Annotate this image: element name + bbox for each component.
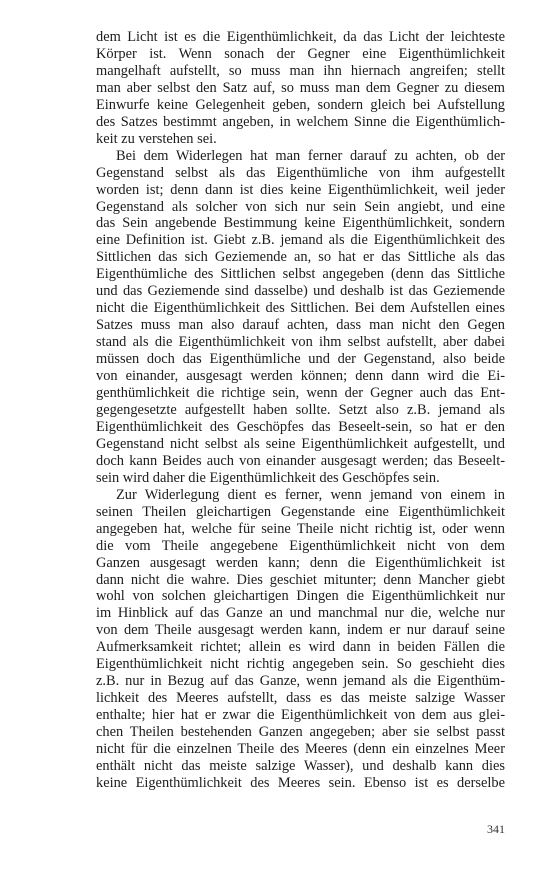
text-line: Satzes muss man also darauf achten, dass man nicht den Gegen xyxy=(96,317,505,334)
paragraph-1 xyxy=(96,29,505,148)
text-line: müssen doch das Eigenthümliche und der Gegenstand, also beide xyxy=(96,351,505,368)
text-line: von einander, ausgesagt werden können; denn dann wird die Ei- xyxy=(96,368,505,385)
text-line: des Satzes bestimmt angeben, in welchem Sinne die Eigenthümlich- xyxy=(96,113,505,130)
text-line: eine Definition ist. Giebt z.B. jemand als die Eigenthümlichkeit des xyxy=(96,232,505,249)
text-line: Gegenstand selbst als das Eigenthümliche von ihm aufgestellt xyxy=(96,164,505,181)
text-line: worden ist; denn dann ist dies keine Eigenthümlichkeit, weil jeder xyxy=(96,181,505,198)
paragraph-3 xyxy=(96,487,505,792)
text-line: chen Theilen bestehenden Ganzen angegeben; aber sie selbst passt xyxy=(96,724,505,741)
text-line: nicht die Eigenthümlichkeit des Sittlichen. Bei dem Aufstellen eines xyxy=(96,300,505,317)
text-line: Sittlichen das sich Geziemende an, so hat er das Sittliche als das xyxy=(96,249,505,266)
text-line: genthümlichkeit die richtige sein, wenn der Gegner auch das Ent- xyxy=(96,385,505,402)
text-line: Eigenthümlichkeit des Geschöpfes das Beseelt-sein, so hat er den xyxy=(96,418,505,435)
text-line: doch kann Beides auch von einander ausgesagt werden; das Beseelt- xyxy=(96,452,505,469)
text-line: mangelhaft aufstellt, so muss man ihn hiernach angreifen; stellt xyxy=(96,62,505,79)
text-line: Eigenthümliche des Sittlichen selbst angegeben (denn das Sittliche xyxy=(96,266,505,283)
text-line: keit zu verstehen sei. xyxy=(96,130,217,147)
text-line: Aufmerksamkeit richtet; allein es wird dann in beiden Fällen die xyxy=(96,639,505,656)
text-line: wohl von solchen gleichartigen Dingen die Eigenthümlichkeit nur xyxy=(96,588,505,605)
text-line: Bei dem Widerlegen hat man ferner darauf zu achten, ob der xyxy=(116,147,505,164)
text-line: Ganzen ausgesagt werden kann; denn die Eigenthümlichkeit ist xyxy=(96,554,505,571)
text-line: Körper ist. Wenn sonach der Gegner eine Eigenthümlichkeit xyxy=(96,45,505,62)
text-line: die vom Theile angegebene Eigenthümlichkeit nicht von dem xyxy=(96,537,505,554)
text-line: Einwurfe keine Gelegenheit geben, sondern gleich bei Aufstellung xyxy=(96,96,505,113)
text-line: Eigenthümlichkeit nicht richtig angegeben sein. So geschieht dies xyxy=(96,656,505,673)
page-body xyxy=(96,29,505,792)
text-line: dann nicht die wahre. Dies geschiet mitunter; denn Mancher giebt xyxy=(96,571,505,588)
text-line: sein wird daher die Eigenthümlichkeit des Geschöpfes sein. xyxy=(96,469,440,486)
text-line: dem Licht ist es die Eigenthümlichkeit, da das Licht der leichteste xyxy=(96,29,505,45)
text-line: seinen Theilen gleichartigen Gegenstande eine Eigenthümlichkeit xyxy=(96,503,505,520)
text-line: Zur Widerlegung dient es ferner, wenn jemand von einem in xyxy=(116,486,505,503)
text-line: z.B. nur in Bezug auf das Ganze, wenn jemand als die Eigenthüm- xyxy=(96,673,505,690)
text-line: lichkeit des Meeres aufstellt, dass es das meiste salzige Wasser xyxy=(96,690,505,707)
paragraph-2 xyxy=(96,148,505,487)
text-line: enthalte; hier hat er zwar die Eigenthümlichkeit von dem aus glei- xyxy=(96,707,505,724)
page-number: 341 xyxy=(487,822,505,836)
text-line: angegeben hat, welche für seine Theile nicht richtig ist, oder wenn xyxy=(96,520,505,537)
text-line: enthält nicht das meiste salzige Wasser), und deshalb kann dies xyxy=(96,757,505,774)
text-line: gegengesetzte aufgestellt haben sollte. Setzt also z.B. jemand als xyxy=(96,401,505,418)
text-line: Gegenstand nicht selbst als seine Eigenthümlichkeit aufgestellt, und xyxy=(96,435,505,452)
text-line: stand als die Eigenthümlichkeit von ihm selbst aufstellt, aber dabei xyxy=(96,334,505,351)
text-line: Gegenstand als solcher von sich nur sein Sein angiebt, und eine xyxy=(96,198,505,215)
text-line: man aber selbst den Satz auf, so muss man dem Gegner zu diesem xyxy=(96,79,505,96)
text-line: das Sein angebende Bestimmung keine Eigenthümlichkeit, sondern xyxy=(96,215,505,232)
text-line: im Hinblick auf das Ganze an und manchmal nur die, welche nur xyxy=(96,605,505,622)
text-line: von dem Theile ausgesagt werden kann, indem er nur darauf seine xyxy=(96,622,505,639)
text-line: und das Geziemende sind dasselbe) und deshalb ist das Geziemende xyxy=(96,283,505,300)
text-line: nicht für die einzelnen Theile des Meeres (denn ein einzelnes Meer xyxy=(96,741,505,758)
text-line: keine Eigenthümlichkeit des Meeres sein. Ebenso ist es derselbe xyxy=(96,774,505,791)
